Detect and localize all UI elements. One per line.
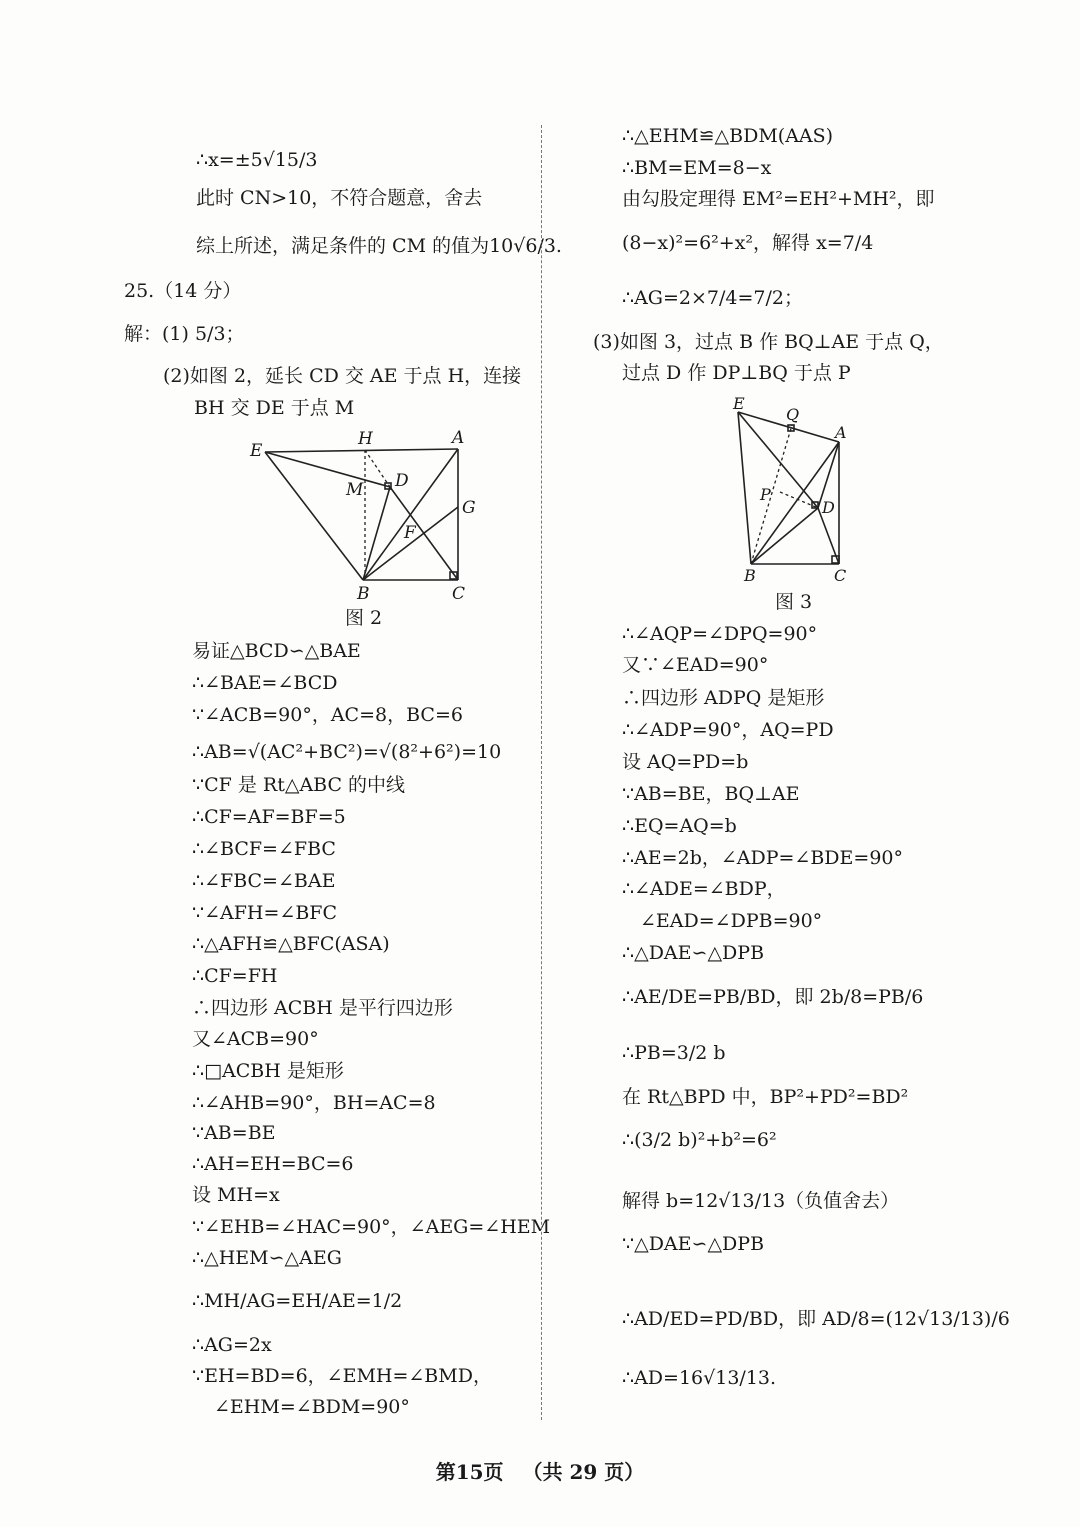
point-label: B (744, 566, 756, 582)
page-total: （共 29 页） (522, 1460, 645, 1484)
problem-number: 25.（14 分） (124, 280, 242, 302)
text-line: ∴∠BCF=∠FBC (192, 838, 336, 860)
text-line: ∴AE=2b，∠ADP=∠BDE=90° (622, 847, 904, 869)
text-line: ∴∠BAE=∠BCD (192, 672, 338, 694)
text-line: 此时 CN>10，不符合题意，舍去 (196, 187, 483, 209)
text-line: ∴∠AHB=90°，BH=AC=8 (192, 1092, 436, 1114)
column-divider (541, 125, 542, 1420)
text-line: 过点 D 作 DP⊥BQ 于点 P (622, 362, 851, 384)
text-line: BH 交 DE 于点 M (194, 397, 355, 419)
point-label: A (452, 428, 465, 448)
text-line: 又∠ACB=90° (192, 1028, 319, 1050)
point-label: D (395, 471, 409, 491)
text-line: ∵∠ACB=90°，AC=8，BC=6 (192, 704, 463, 726)
point-label: Q (786, 405, 800, 424)
text-line: ∴PB=3/2 b (622, 1042, 726, 1064)
point-label: C (452, 584, 466, 604)
text-line: ∴∠FBC=∠BAE (192, 870, 336, 892)
text-line: ∵∠AFH=∠BFC (192, 902, 338, 924)
text-line: ∴AE/DE=PB/BD，即 2b/8=PB/6 (622, 986, 924, 1008)
text-line: ∴△DAE∽△DPB (622, 942, 765, 964)
point-label: F (404, 523, 416, 543)
point-label: H (358, 429, 373, 449)
text-line: ∴CF=AF=BF=5 (192, 806, 346, 828)
text-line: 又∵∠EAD=90° (622, 654, 769, 676)
text-line: 综上所述，满足条件的 CM 的值为10√6/3. (196, 235, 562, 257)
text-line: (2)如图 2，延长 CD 交 AE 于点 H，连接 (163, 365, 522, 387)
text-line: ∴AD/ED=PD/BD，即 AD/8=(12√13/13)/6 (622, 1308, 1010, 1330)
text-line: ∴△HEM∽△AEG (192, 1247, 342, 1269)
text-line: ∵AB=BE (192, 1122, 276, 1144)
text-line: ∠EAD=∠DPB=90° (640, 910, 823, 932)
point-label: C (834, 566, 847, 582)
text-line: ∴AB=√(AC²+BC²)=√(8²+6²)=10 (192, 741, 502, 763)
text-line: ∴∠ADP=90°，AQ=PD (622, 719, 834, 741)
page-footer (0, 1456, 1080, 1485)
text-line: ∠EHM=∠BDM=90° (214, 1396, 410, 1418)
text-line: ∵AB=BE，BQ⊥AE (622, 783, 800, 805)
text-line: ∴四边形 ACBH 是平行四边形 (192, 997, 453, 1019)
figure-3 (720, 392, 860, 582)
text-line: ∴∠AQP=∠DPQ=90° (622, 623, 818, 645)
text-line: ∴AG=2x (192, 1334, 272, 1356)
point-label: A (835, 423, 847, 442)
text-line: ∴四边形 ADPQ 是矩形 (622, 687, 825, 709)
text-line: (8−x)²=6²+x²，解得 x=7/4 (622, 232, 874, 254)
text-line: ∴BM=EM=8−x (622, 157, 772, 179)
figure-caption: 图 3 (775, 591, 813, 613)
text-line: ∵△DAE∽△DPB (622, 1233, 765, 1255)
point-label: P (760, 485, 771, 504)
point-label: E (250, 441, 263, 461)
text-line: 在 Rt△BPD 中，BP²+PD²=BD² (622, 1086, 909, 1108)
page-number: 第15页 (435, 1460, 504, 1484)
text-line: ∴□ACBH 是矩形 (192, 1060, 344, 1082)
text-line: ∵CF 是 Rt△ABC 的中线 (192, 774, 406, 796)
text-line: ∴△AFH≌△BFC(ASA) (192, 933, 390, 955)
text-line: 设 MH=x (192, 1184, 280, 1206)
point-label: E (733, 394, 745, 413)
text-line: ∴AD=16√13/13. (622, 1367, 777, 1389)
text-line: ∴△EHM≌△BDM(AAS) (622, 125, 834, 147)
text-line: ∴CF=FH (192, 965, 278, 987)
text-line: ∴x=±5√15/3 (196, 149, 318, 171)
text-line: 解得 b=12√13/13（负值舍去） (622, 1190, 900, 1212)
figure-caption: 图 2 (345, 607, 383, 629)
text-line: ∴(3/2 b)²+b²=6² (622, 1129, 777, 1151)
text-line: 易证△BCD∽△BAE (192, 640, 361, 662)
text-line: 解：(1) 5/3； (124, 323, 245, 345)
text-line: ∴EQ=AQ=b (622, 815, 737, 837)
point-label: G (462, 498, 476, 518)
point-label: D (822, 498, 835, 517)
text-line: (3)如图 3，过点 B 作 BQ⊥AE 于点 Q， (593, 331, 944, 353)
text-line: ∴∠ADE=∠BDP， (622, 878, 786, 900)
text-line: 由勾股定理得 EM²=EH²+MH²，即 (622, 188, 935, 210)
text-line: 设 AQ=PD=b (622, 751, 749, 773)
point-label: M (346, 480, 364, 500)
text-line: ∵EH=BD=6，∠EMH=∠BMD， (192, 1365, 492, 1387)
text-line: ∴MH/AG=EH/AE=1/2 (192, 1290, 403, 1312)
text-line: ∴AG=2×7/4=7/2； (622, 287, 803, 309)
text-line: ∴AH=EH=BC=6 (192, 1153, 354, 1175)
figure-2 (240, 425, 490, 610)
point-label: B (357, 584, 370, 604)
text-line: ∵∠EHB=∠HAC=90°，∠AEG=∠HEM (192, 1216, 551, 1238)
